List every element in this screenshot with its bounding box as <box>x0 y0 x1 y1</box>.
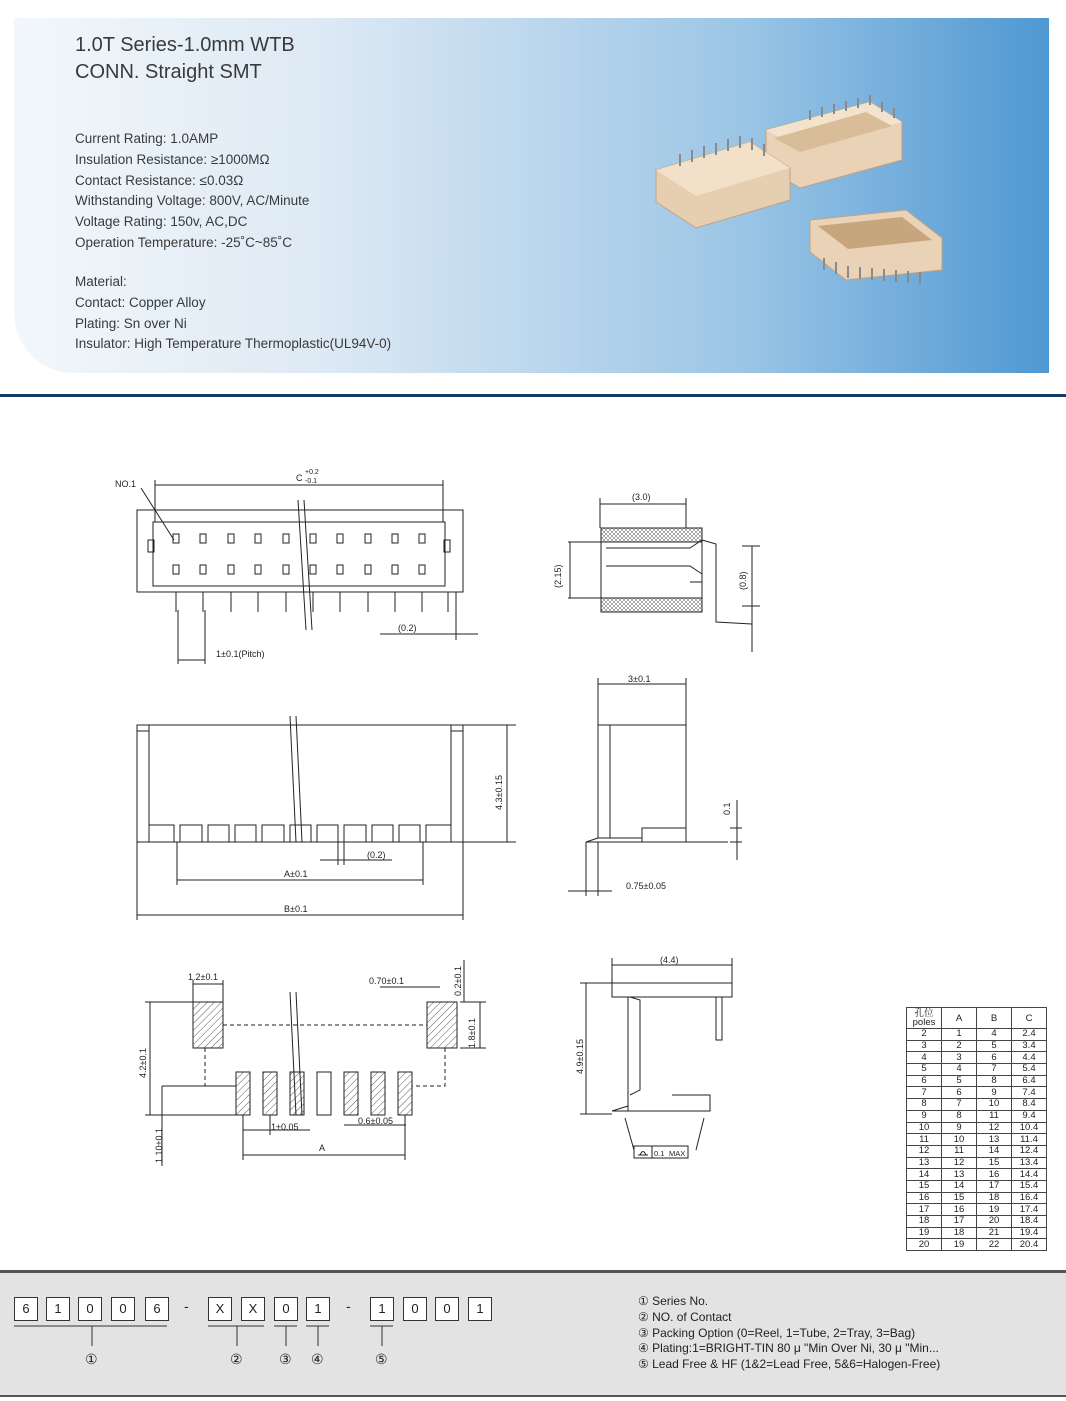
pcb-layout-view <box>145 960 486 1166</box>
label-pad-a: A <box>319 1143 326 1153</box>
label-h215: (2.15) <box>553 564 563 588</box>
spec-voltage: Voltage Rating: 150v, AC,DC <box>75 214 248 230</box>
table-cell: 5.4 <box>1012 1064 1047 1076</box>
table-row <box>907 1239 1047 1251</box>
legend-leadfree: ⑤ Lead Free & HF (1&2=Lead Free, 5&6=Halogen-Free) <box>638 1357 941 1372</box>
table-cell: 19.4 <box>1012 1227 1047 1239</box>
label-pad42: 4.2±0.1 <box>138 1048 148 1078</box>
table-cell: 17 <box>942 1216 977 1228</box>
label-pad1: 1±0.05 <box>271 1122 299 1132</box>
table-cell: 4 <box>907 1052 942 1064</box>
table-cell: 3 <box>907 1040 942 1052</box>
legend-packing: ③ Packing Option (0=Reel, 1=Tube, 2=Tray, 3=Bag) <box>638 1325 916 1340</box>
marker-2: ② <box>230 1351 243 1367</box>
marker-4: ④ <box>311 1351 324 1367</box>
table-row <box>907 1169 1047 1181</box>
table-cell: 12.4 <box>1012 1145 1047 1157</box>
label-w30: (3.0) <box>632 492 651 502</box>
pn-digit-6: X <box>208 1297 232 1321</box>
spec-temperature: Operation Temperature: -25˚C~85˚C <box>75 234 292 250</box>
table-cell: 11 <box>907 1134 942 1146</box>
legend-contacts: ② NO. of Contact <box>638 1309 732 1324</box>
pn-digit-3: 0 <box>78 1297 102 1321</box>
pn-digit-9: 1 <box>306 1297 330 1321</box>
pn-dash-1: - <box>184 1298 189 1314</box>
label-h49: 4.9±0.15 <box>575 1039 585 1074</box>
spec-withstanding: Withstanding Voltage: 800V, AC/Minute <box>75 193 310 209</box>
table-cell: 14 <box>907 1169 942 1181</box>
table-cell: 14.4 <box>1012 1169 1047 1181</box>
table-cell: 20.4 <box>1012 1239 1047 1251</box>
table-cell: 13 <box>907 1157 942 1169</box>
label-flat: 0.1 <box>654 1149 665 1158</box>
table-cell: 14 <box>942 1180 977 1192</box>
table-cell: 3.4 <box>1012 1040 1047 1052</box>
table-header-b: B <box>977 1008 1012 1029</box>
label-pad12: 1.2±0.1 <box>188 972 218 982</box>
label-pad070: 0.70±0.1 <box>369 976 404 986</box>
table-cell: 16 <box>907 1192 942 1204</box>
table-cell: 6 <box>907 1075 942 1087</box>
side-view <box>568 678 742 896</box>
table-cell: 4 <box>977 1029 1012 1041</box>
table-cell: 2.4 <box>1012 1029 1047 1041</box>
table-cell: 3 <box>942 1052 977 1064</box>
pn-digit-11: 0 <box>403 1297 427 1321</box>
table-row <box>907 1145 1047 1157</box>
table-cell: 9.4 <box>1012 1110 1047 1122</box>
pn-digit-7: X <box>241 1297 265 1321</box>
pn-digit-5: 6 <box>145 1297 169 1321</box>
label-w3: 3±0.1 <box>628 674 651 684</box>
table-cell: 7 <box>907 1087 942 1099</box>
table-cell: 20 <box>977 1216 1012 1228</box>
side-section-view <box>568 498 760 652</box>
label-pad02: 0.2±0.1 <box>453 966 463 996</box>
table-cell: 11 <box>942 1145 977 1157</box>
dimension-table <box>906 1007 1047 1251</box>
pn-digit-10: 1 <box>370 1297 394 1321</box>
table-row <box>907 1110 1047 1122</box>
table-cell: 9 <box>942 1122 977 1134</box>
pn-digit-1: 6 <box>14 1297 38 1321</box>
table-row <box>907 1122 1047 1134</box>
table-cell: 7 <box>977 1064 1012 1076</box>
material-heading: Material: <box>75 274 127 289</box>
label-d075: 0.75±0.05 <box>626 881 666 891</box>
table-cell: 8 <box>907 1099 942 1111</box>
table-row <box>907 1157 1047 1169</box>
table-row <box>907 1216 1047 1228</box>
spec-contact-resistance: Contact Resistance: ≤0.03Ω <box>75 172 244 188</box>
table-cell: 12 <box>942 1157 977 1169</box>
table-cell: 6 <box>942 1087 977 1099</box>
table-row <box>907 1099 1047 1111</box>
table-cell: 1 <box>942 1029 977 1041</box>
table-cell: 5 <box>942 1075 977 1087</box>
pn-digit-8: 0 <box>274 1297 298 1321</box>
label-c-minus: -0.1 <box>305 478 318 485</box>
material-plating: Plating: Sn over Ni <box>75 315 187 331</box>
table-cell: 7.4 <box>1012 1087 1047 1099</box>
table-cell: 12 <box>907 1145 942 1157</box>
table-cell: 21 <box>977 1227 1012 1239</box>
table-row <box>907 1052 1047 1064</box>
table-cell: 15 <box>977 1157 1012 1169</box>
table-cell: 2 <box>942 1040 977 1052</box>
table-cell: 22 <box>977 1239 1012 1251</box>
table-header-a: A <box>942 1008 977 1029</box>
table-cell: 4 <box>942 1064 977 1076</box>
table-cell: 10 <box>977 1099 1012 1111</box>
pn-digit-2: 1 <box>46 1297 70 1321</box>
table-cell: 16 <box>942 1204 977 1216</box>
table-cell: 9 <box>907 1110 942 1122</box>
table-row <box>907 1227 1047 1239</box>
pn-digit-13: 1 <box>468 1297 492 1321</box>
table-cell: 18 <box>942 1227 977 1239</box>
label-w44: (4.4) <box>660 955 679 965</box>
table-cell: 16.4 <box>1012 1192 1047 1204</box>
table-body <box>907 1029 1047 1251</box>
table-row <box>907 1064 1047 1076</box>
table-row <box>907 1040 1047 1052</box>
table-cell: 15 <box>942 1192 977 1204</box>
table-row <box>907 1029 1047 1041</box>
pn-digit-4: 0 <box>111 1297 135 1321</box>
end-view <box>580 958 732 1158</box>
top-view <box>137 480 478 664</box>
label-h08: (0.8) <box>738 571 748 590</box>
table-row <box>907 1192 1047 1204</box>
legend-series: ① Series No. <box>638 1294 709 1308</box>
table-cell: 13.4 <box>1012 1157 1047 1169</box>
material-insulator: Insulator: High Temperature Thermoplastic(UL94V-0) <box>75 336 392 352</box>
table-cell: 15 <box>907 1180 942 1192</box>
table-cell: 18 <box>977 1192 1012 1204</box>
table-cell: 12 <box>977 1122 1012 1134</box>
label-no1: NO.1 <box>115 479 137 489</box>
header-poles: poles <box>912 1017 936 1028</box>
label-a: A±0.1 <box>284 869 308 879</box>
pn-dash-2: - <box>346 1298 351 1314</box>
label-pad110: 1.10±0.1 <box>154 1128 164 1163</box>
table-cell: 14 <box>977 1145 1012 1157</box>
marker-5: ⑤ <box>375 1351 388 1367</box>
ordering-legend <box>638 1294 940 1373</box>
table-cell: 19 <box>907 1227 942 1239</box>
table-cell: 5 <box>907 1064 942 1076</box>
table-cell: 18 <box>907 1216 942 1228</box>
dimension-table-wrap <box>906 1007 1047 1251</box>
label-gap-1: (0.2) <box>398 623 417 633</box>
legend-plating: ④ Plating:1=BRIGHT-TIN 80 μ "Min Over Ni, 30 μ "Min... <box>638 1341 939 1356</box>
pn-digit-12: 0 <box>435 1297 459 1321</box>
table-row <box>907 1087 1047 1099</box>
table-cell: 10 <box>942 1134 977 1146</box>
table-cell: 17 <box>907 1204 942 1216</box>
part-number-leaders <box>0 1290 520 1360</box>
table-row <box>907 1204 1047 1216</box>
table-cell: 13 <box>942 1169 977 1181</box>
label-h43: 4.3±0.15 <box>494 775 504 810</box>
label-pad18: 1.8±0.1 <box>467 1018 477 1048</box>
label-c-plus: +0.2 <box>305 469 319 476</box>
table-cell: 6.4 <box>1012 1075 1047 1087</box>
front-view <box>137 716 516 920</box>
table-cell: 17 <box>977 1180 1012 1192</box>
table-cell: 17.4 <box>1012 1204 1047 1216</box>
table-cell: 8 <box>977 1075 1012 1087</box>
title-line-1: 1.0T Series-1.0mm WTB <box>75 34 295 56</box>
label-b: B±0.1 <box>284 904 308 914</box>
table-cell: 19 <box>942 1239 977 1251</box>
label-pad06: 0.6±0.05 <box>358 1116 393 1126</box>
label-d01: 0.1 <box>722 802 732 815</box>
table-cell: 8.4 <box>1012 1099 1047 1111</box>
table-cell: 10 <box>907 1122 942 1134</box>
table-cell: 10.4 <box>1012 1122 1047 1134</box>
label-gap-2: (0.2) <box>367 850 386 860</box>
table-cell: 19 <box>977 1204 1012 1216</box>
spec-insulation: Insulation Resistance: ≥1000MΩ <box>75 151 270 167</box>
table-row <box>907 1134 1047 1146</box>
label-pitch: 1±0.1(Pitch) <box>216 649 265 659</box>
label-c: C <box>296 473 303 483</box>
table-cell: 6 <box>977 1052 1012 1064</box>
table-cell: 2 <box>907 1029 942 1041</box>
material-contact: Contact: Copper Alloy <box>75 294 206 310</box>
spec-current: Current Rating: 1.0AMP <box>75 131 219 146</box>
table-cell: 5 <box>977 1040 1012 1052</box>
marker-1: ① <box>85 1351 98 1367</box>
table-cell: 7 <box>942 1099 977 1111</box>
table-cell: 11 <box>977 1110 1012 1122</box>
table-cell: 9 <box>977 1087 1012 1099</box>
table-cell: 4.4 <box>1012 1052 1047 1064</box>
table-row <box>907 1180 1047 1192</box>
title-line-2: CONN. Straight SMT <box>75 61 262 83</box>
marker-3: ③ <box>279 1351 292 1367</box>
table-cell: 11.4 <box>1012 1134 1047 1146</box>
table-cell: 18.4 <box>1012 1216 1047 1228</box>
table-header-poles <box>907 1008 942 1029</box>
table-cell: 8 <box>942 1110 977 1122</box>
table-header-c: C <box>1012 1008 1047 1029</box>
table-row <box>907 1075 1047 1087</box>
table-cell: 15.4 <box>1012 1180 1047 1192</box>
label-flat-max: MAX <box>669 1149 686 1158</box>
table-cell: 20 <box>907 1239 942 1251</box>
table-cell: 13 <box>977 1134 1012 1146</box>
table-cell: 16 <box>977 1169 1012 1181</box>
header-kongwei: 孔位 <box>914 1008 934 1019</box>
